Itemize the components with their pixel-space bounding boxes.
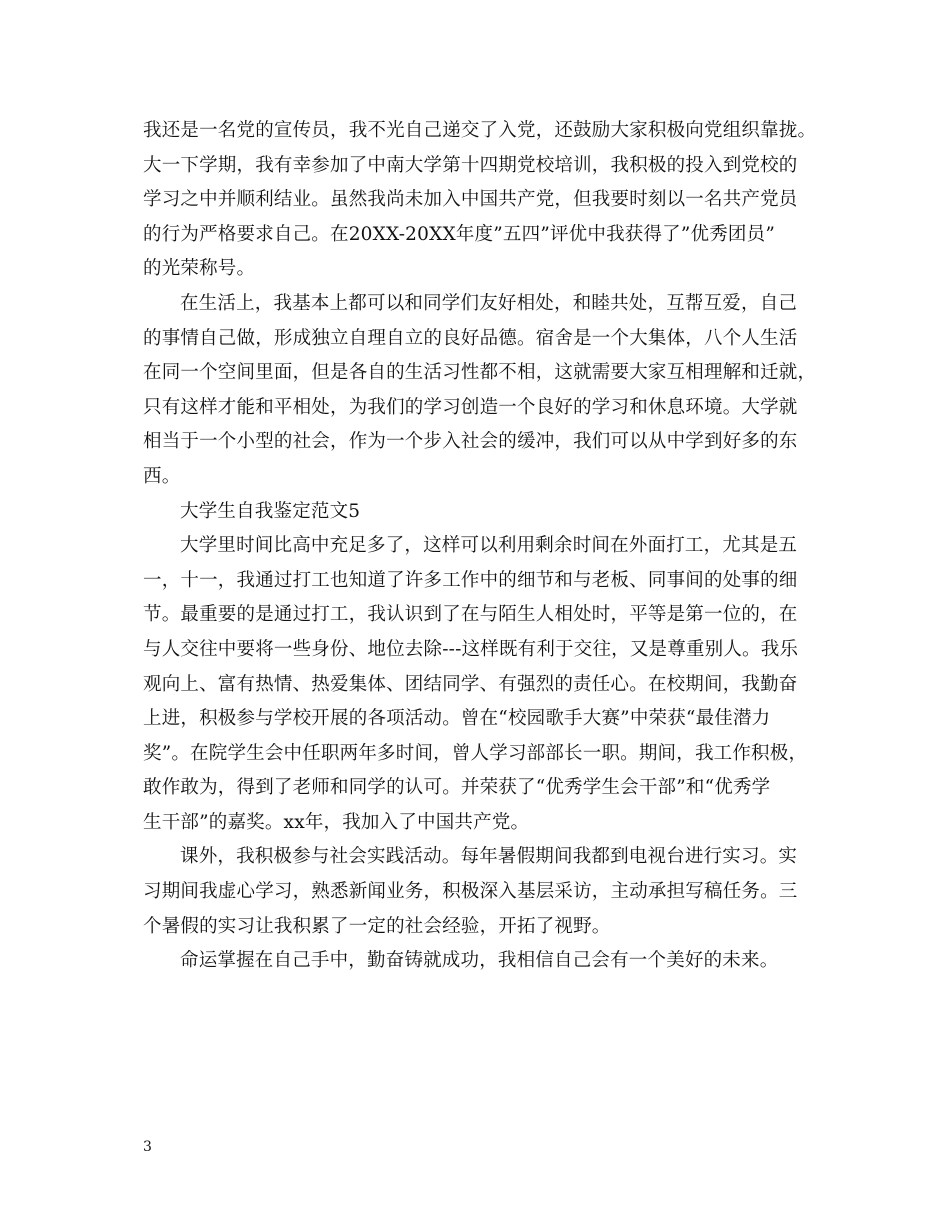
section-heading: 大学生自我鉴定范文5 (180, 500, 361, 522)
text-line: 大一下学期，我有幸参加了中南大学第十四期党校培训，我积极的投入到党校的 (143, 154, 798, 176)
text-line: 的行为严格要求自己。在20XX-20XX年度”五四”评优中我获得了”优秀团员” (143, 223, 775, 245)
text-line: 与人交往中要将一些身份、地位去除---这样既有利于交往，又是尊重别人。我乐 (143, 638, 799, 660)
text-line: 学习之中并顺利结业。虽然我尚未加入中国共产党，但我要时刻以一名共产党员 (143, 189, 798, 211)
text-line: 习期间我虚心学习，熟悉新闻业务，积极深入基层采访，主动承担写稿任务。三 (143, 881, 798, 903)
paragraph-start-line: 在生活上，我基本上都可以和同学们友好相处，和睦共处，互帮互爱，自己 (180, 292, 798, 314)
text-line: 个暑假的实习让我积累了一定的社会经验，开拓了视野。 (143, 915, 611, 937)
text-line: 观向上、富有热情、热爱集体、团结同学、有强烈的责任心。在校期间，我勤奋 (143, 673, 798, 695)
text-line: 上进，积极参与学校开展的各项活动。曾在“校园歌手大赛”中荣获“最佳潜力 (143, 708, 771, 730)
text-line: 奖”。在院学生会中任职两年多时间，曾人学习部部长一职。期间，我工作积极， (143, 742, 808, 764)
paragraph-start-line: 大学里时间比高中充足多了，这样可以利用剩余时间在外面打工，尤其是五 (180, 535, 798, 557)
text-line: 西。 (143, 465, 181, 487)
text-line: 的光荣称号。 (143, 258, 256, 280)
text-line: 在同一个空间里面，但是各自的生活习性都不相，这就需要大家互相理解和迁就， (143, 362, 817, 384)
text-line: 相当于一个小型的社会，作为一个步入社会的缓冲，我们可以从中学到好多的东 (143, 431, 798, 453)
page-number: 3 (143, 1139, 152, 1155)
paragraph-start-line: 课外，我积极参与社会实践活动。每年暑假期间我都到电视台进行实习。实 (180, 846, 798, 868)
text-line: 一，十一，我通过打工也知道了许多工作中的细节和与老板、同事间的处事的细 (143, 569, 798, 591)
text-line: 只有这样才能和平相处，为我们的学习创造一个良好的学习和休息环境。大学就 (143, 396, 798, 418)
text-line: 节。最重要的是通过打工，我认识到了在与陌生人相处时，平等是第一位的，在 (143, 604, 798, 626)
text-line: 的事情自己做，形成独立自理自立的良好品德。宿舍是一个大集体，八个人生活 (143, 327, 798, 349)
text-line: 敢作敢为，得到了老师和同学的认可。并荣获了“优秀学生会干部”和“优秀学 (143, 777, 771, 799)
document-body (143, 114, 817, 979)
text-line: 我还是一名党的宣传员，我不光自己递交了入党，还鼓励大家积极向党组织靠拢。 (143, 120, 817, 141)
paragraph-start-line: 命运掌握在自己手中，勤奋铸就成功，我相信自己会有一个美好的未来。 (180, 950, 779, 972)
text-line: 生干部”的嘉奖。xx年，我加入了中国共产党。 (143, 811, 530, 833)
